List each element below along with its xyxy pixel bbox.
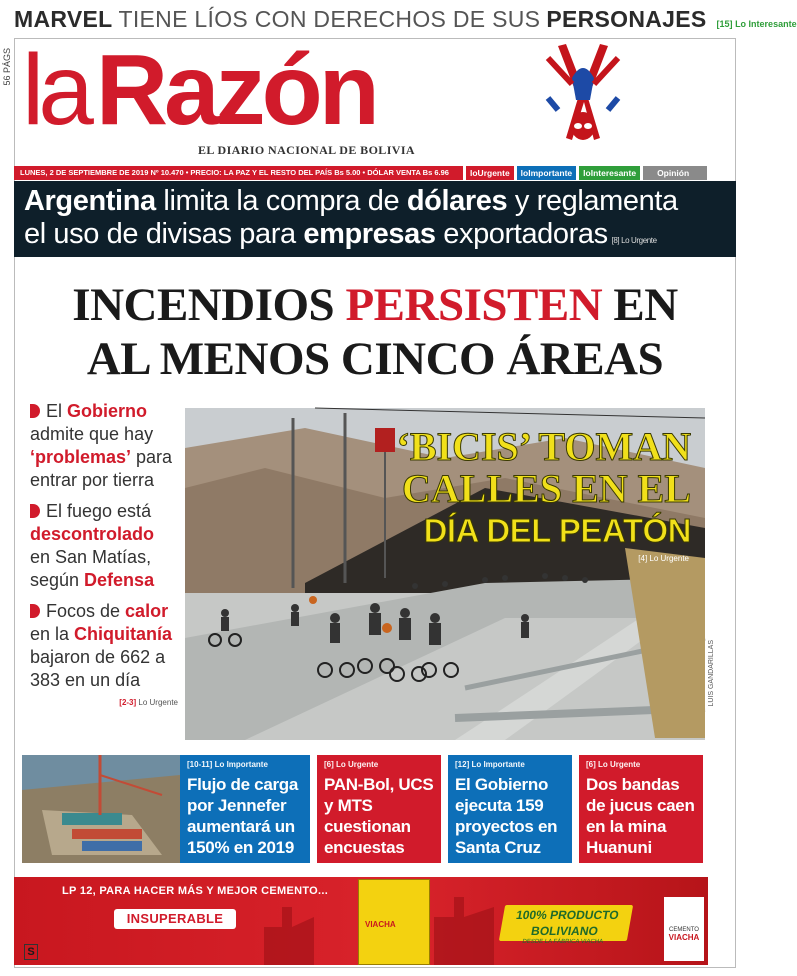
teaser-word-marvel: MARVEL: [14, 6, 113, 32]
bullet-marker-icon: [30, 604, 40, 618]
fire-bullets: [30, 400, 178, 707]
bullets-ref[interactable]: [2-3] Lo Urgente: [119, 698, 178, 707]
bullet-gobierno: El Gobierno admite que hay ‘problemas’ para entrar por tierra: [30, 401, 173, 490]
section-tab-interesante[interactable]: loInteresante: [579, 166, 640, 180]
photo-headline: ‘BICIS’ TOMAN CALLES EN EL DÍA DEL PEATÓN: [396, 424, 691, 549]
main-headline[interactable]: INCENDIOS PERSISTEN EN AL MENOS CINCO ÁREAS: [72, 279, 678, 385]
port-photo[interactable]: [22, 755, 180, 863]
cement-bag: VIACHA: [358, 879, 430, 965]
ad-insuperable-button[interactable]: INSUPERABLE: [114, 909, 236, 929]
argentina-headline[interactable]: Argentina limita la compra de dólares y reglamenta el uso de divisas para empresas exportadoras [8] Lo Urgente: [14, 181, 736, 257]
bullet-focos: Focos de calor en la Chiquitanía bajaron de 662 a 383 en un día: [30, 601, 173, 690]
top-teaser[interactable]: [14, 6, 797, 34]
masthead-logo[interactable]: [22, 34, 376, 146]
news-box-santa-cruz[interactable]: [12] Lo Importante El Gobierno ejecuta 159 proyectos en Santa Cruz: [448, 755, 572, 863]
logo-la: la: [22, 34, 88, 146]
news-box-huanuni[interactable]: [6] Lo Urgente Dos bandas de jucus caen en la mina Huanuni: [579, 755, 703, 863]
news-box-jennefer[interactable]: [10-11] Lo Importante Flujo de carga por Jennefer aumentará un 150% en 2019: [180, 755, 310, 863]
viacha-logo: CEMENTO VIACHA: [664, 897, 704, 961]
ad-headline: LP 12, PARA HACER MÁS Y MEJOR CEMENTO...: [62, 885, 329, 897]
corner-brand-logo: S: [24, 944, 38, 960]
bullet-marker-icon: [30, 404, 40, 418]
teaser-word-personajes: PERSONAJES: [546, 6, 707, 32]
bullet-fuego: El fuego está descontrolado en San Matías, según Defensa: [30, 501, 155, 590]
cyclists-photo[interactable]: [185, 408, 705, 740]
teaser-ref: [15] Lo Interesante: [716, 19, 797, 29]
section-tab-opinion[interactable]: Opinión: [643, 166, 707, 180]
news-box-encuestas[interactable]: [6] Lo Urgente PAN-Bol, UCS y MTS cuestionan encuestas: [317, 755, 441, 863]
logo-razon: Razón: [95, 34, 376, 146]
cement-advertisement[interactable]: [14, 877, 708, 965]
date-bar: [14, 166, 736, 180]
photo-credit: LUIS GANDARILLAS: [708, 640, 715, 707]
edition-info: LUNES, 2 DE SEPTIEMBRE DE 2019 Nº 10.470 • PRECIO: LA PAZ Y EL RESTO DEL PAÍS Bs 5.00 • DÓLAR VENTA Bs 6.96: [14, 166, 463, 180]
photo-ref: [4] Lo Urgente: [638, 554, 689, 563]
argentina-ref: [8] Lo Urgente: [611, 236, 657, 245]
masthead-tagline: EL DIARIO NACIONAL DE BOLIVIA: [198, 143, 415, 157]
section-tab-urgente[interactable]: loUrgente: [466, 166, 514, 180]
spiderman-photo[interactable]: [528, 38, 638, 144]
ad-product-badge: 100% PRODUCTO BOLIVIANO DESDE LA FÁBRICA VIACHA: [499, 905, 633, 941]
section-tab-importante[interactable]: loImportante: [517, 166, 576, 180]
page-count: 56 PÁGS: [2, 48, 12, 86]
bullet-marker-icon: [30, 504, 40, 518]
teaser-middle: TIENE LÍOS CON DERECHOS DE SUS: [118, 6, 541, 32]
